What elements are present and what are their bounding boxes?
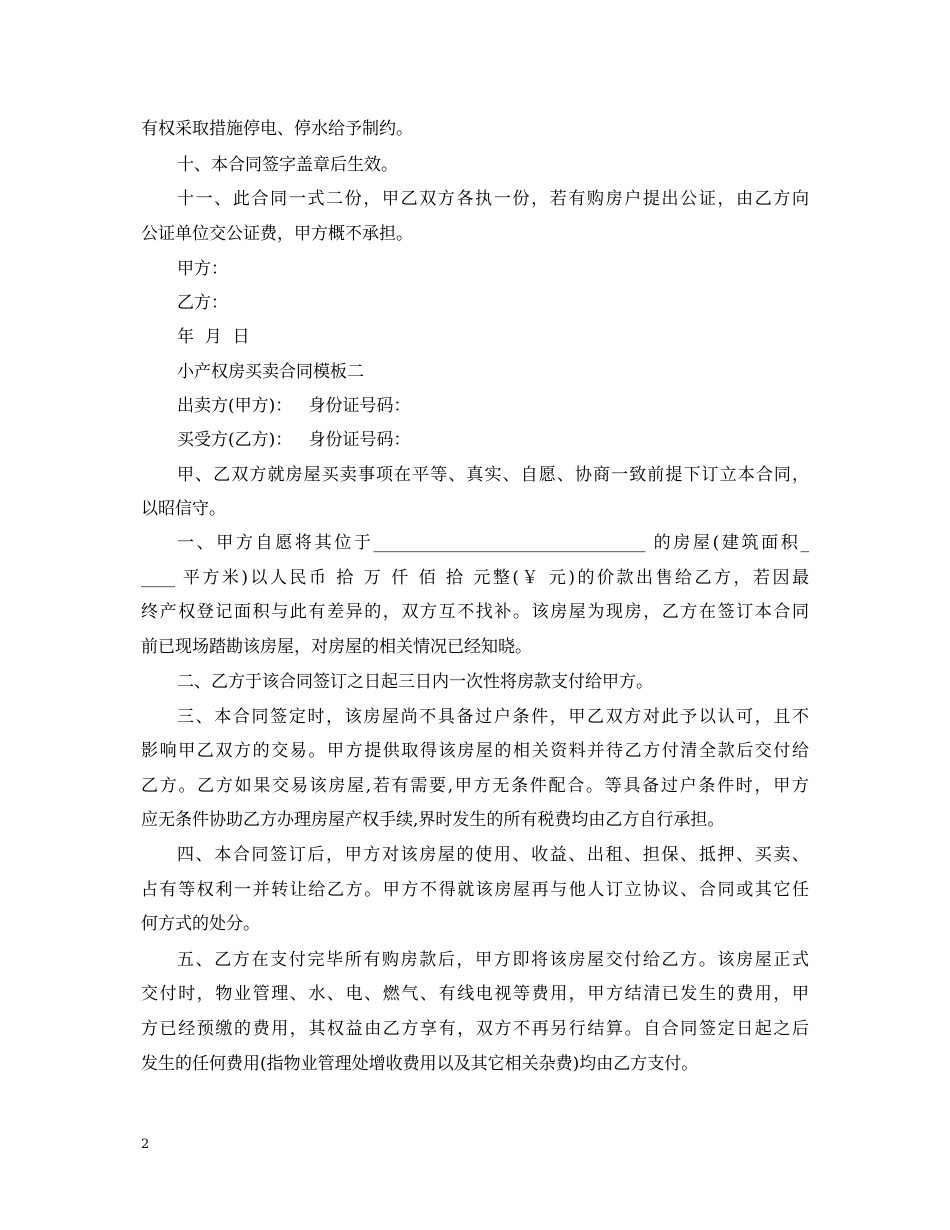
clause-4: 四、本合同签订后，甲方对该房屋的使用、收益、出租、担保、抵押、买卖、 xyxy=(177,845,809,865)
clause-10: 十、本合同签字盖章后生效。 xyxy=(177,155,398,175)
buyer-line: 买受方(乙方)： 身份证号码： xyxy=(177,430,411,450)
text-line: 前已现场踏勘该房屋，对房屋的相关情况已经知晓。 xyxy=(141,637,532,657)
text-line: 以昭信守。 xyxy=(141,499,226,519)
text-line: 交付时，物业管理、水、电、燃气、有线电视等费用，甲方结清已发生的费用，甲 xyxy=(141,984,809,1004)
page-number: 2 xyxy=(141,1137,150,1152)
text-line: 占有等权利一并转让给乙方。甲方不得就该房屋再与他人订立协议、合同或其它任 xyxy=(141,880,809,900)
preamble: 甲、乙双方就房屋买卖事项在平等、真实、自愿、协商一致前提下订立本合同， xyxy=(177,465,809,485)
date-line: 年 月 日 xyxy=(177,327,250,347)
text-line: 影响甲乙双方的交易。甲方提供取得该房屋的相关资料并待乙方付清全款后交付给 xyxy=(141,741,809,761)
party-a-label: 甲方： xyxy=(177,259,228,279)
clause-3: 三、本合同签定时，该房屋尚不具备过户条件，甲乙双方对此予以认可，且不 xyxy=(177,707,809,727)
text-line: 乙方。乙方如果交易该房屋,若有需要,甲方无条件配合。等具备过户条件时，甲方 xyxy=(141,776,809,796)
text-line: ____ 平方米)以人民币 拾 万 仟 佰 拾 元整(￥ 元)的价款出售给乙方，若因最 xyxy=(141,568,809,588)
template-title: 小产权房买卖合同模板二 xyxy=(177,362,364,382)
text-line: 终产权登记面积与此有差异的，双方互不找补。该房屋为现房，乙方在签订本合同 xyxy=(141,602,809,622)
text-line: 方已经预缴的费用，其权益由乙方享有，双方不再另行结算。自合同签定日起之后 xyxy=(141,1019,809,1039)
clause-1: 一、甲方自愿将其位于________________________________ 的房屋(建筑面积_ xyxy=(177,533,809,553)
clause-2: 二、乙方于该合同签订之日起三日内一次性将房款支付给甲方。 xyxy=(177,672,653,692)
clause-5: 五、乙方在支付完毕所有购房款后，甲方即将该房屋交付给乙方。该房屋正式 xyxy=(177,950,809,970)
seller-line: 出卖方(甲方)： 身份证号码： xyxy=(177,396,411,416)
text-line: 应无条件协助乙方办理房屋产权手续,界时发生的所有税费均由乙方自行承担。 xyxy=(141,810,725,830)
clause-11: 十一、此合同一式二份，甲乙双方各执一份，若有购房户提出公证，由乙方向 xyxy=(177,189,809,209)
text-line: 有权采取措施停电、停水给予制约。 xyxy=(141,119,413,139)
text-line: 公证单位交公证费，甲方概不承担。 xyxy=(141,224,413,244)
text-line: 何方式的处分。 xyxy=(141,914,260,934)
text-line: 发生的任何费用(指物业管理处增收费用以及其它相关杂费)均由乙方支付。 xyxy=(141,1054,699,1074)
party-b-label: 乙方： xyxy=(177,293,228,313)
